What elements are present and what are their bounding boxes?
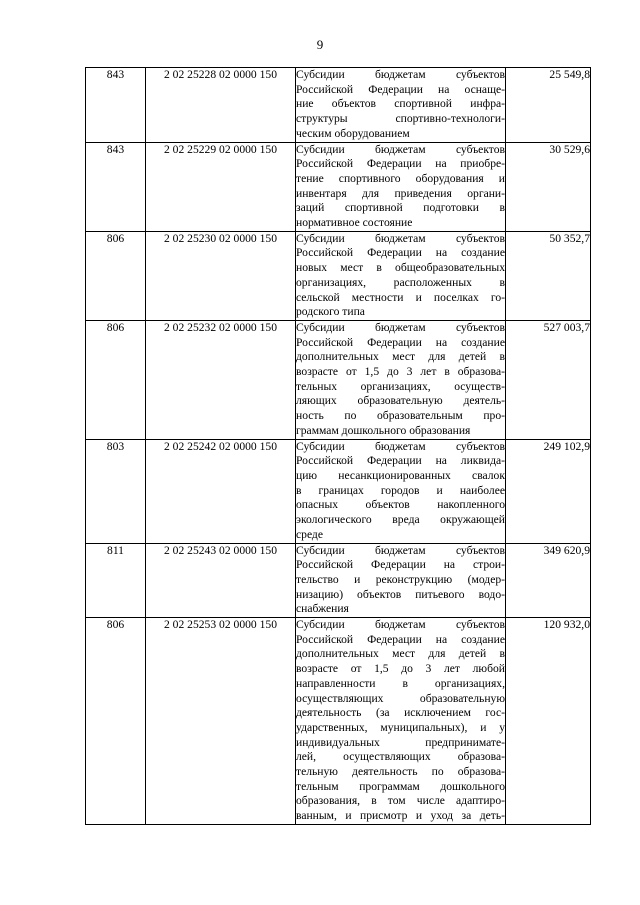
income-name-line: Российской Федерации на строи- xyxy=(296,558,505,572)
income-name-line: Субсидии бюджетам субъектов xyxy=(296,618,505,632)
income-name-line: образования, в том числе адаптиро- xyxy=(296,794,505,808)
budget-classification-code-cell: 2 02 25229 02 0000 150 xyxy=(146,142,296,231)
table-row xyxy=(86,543,591,618)
income-name-line: граммам дошкольного образования xyxy=(296,423,471,437)
table-row xyxy=(86,439,591,543)
amount-cell: 120 932,0 xyxy=(506,618,591,825)
income-name-line: заций спортивной подготовки в xyxy=(296,201,505,215)
income-name-line: экологического вреда окружающей xyxy=(296,513,505,527)
budget-classification-code-cell: 2 02 25242 02 0000 150 xyxy=(146,439,296,543)
income-name-line: тельных организациях, осуществ- xyxy=(296,379,505,393)
income-name-line: цию несанкционированных свалок xyxy=(296,468,505,482)
income-name-line: нормативное состояние xyxy=(296,216,413,230)
income-name-line: ляющих образовательную деятель- xyxy=(296,394,505,408)
income-name-line: возрасте от 1,5 до 3 лет любой xyxy=(296,662,505,676)
income-name-line: деятельность (за исключением гос- xyxy=(296,706,505,720)
income-name-line: структуры спортивно-технологи- xyxy=(296,112,505,126)
income-name-line: лей, осуществляющих образова- xyxy=(296,750,505,764)
income-name-cell xyxy=(296,231,506,320)
income-name-line: дополнительных мест для детей в xyxy=(296,350,505,364)
income-name-line: Субсидии бюджетам субъектов xyxy=(296,543,505,557)
income-name-cell xyxy=(296,439,506,543)
income-name-line: организациях, расположенных в xyxy=(296,275,505,289)
budget-classification-code-cell: 2 02 25228 02 0000 150 xyxy=(146,68,296,143)
budget-classification-code-cell: 2 02 25232 02 0000 150 xyxy=(146,320,296,439)
income-name-cell xyxy=(296,142,506,231)
income-name-cell xyxy=(296,618,506,825)
amount-cell: 30 529,6 xyxy=(506,142,591,231)
admin-code-cell: 806 xyxy=(86,231,146,320)
income-name-line: Субсидии бюджетам субъектов xyxy=(296,320,505,334)
income-name-line: в границах городов и наиболее xyxy=(296,483,505,497)
income-name-line: родского типа xyxy=(296,305,365,319)
income-name-line: Российской Федерации на создание xyxy=(296,632,505,646)
table-row xyxy=(86,320,591,439)
income-name-line: ванным, и присмотр и уход за деть- xyxy=(296,809,505,823)
income-name-line: Российской Федерации на создание xyxy=(296,246,505,260)
table-row xyxy=(86,231,591,320)
page-number: 9 xyxy=(316,37,324,52)
income-name-line: Российской Федерации на ликвида- xyxy=(296,454,505,468)
admin-code-cell: 811 xyxy=(86,543,146,618)
income-name-line: Российской Федерации на приобре- xyxy=(296,157,505,171)
amount-cell: 349 620,9 xyxy=(506,543,591,618)
income-name-cell xyxy=(296,320,506,439)
income-name-line: сельской местности и поселках го- xyxy=(296,290,505,304)
admin-code-cell: 803 xyxy=(86,439,146,543)
income-name-line: новых мест в общеобразовательных xyxy=(296,261,505,275)
income-name-line: дополнительных мест для детей в xyxy=(296,647,505,661)
income-name-line: ность по образовательным про- xyxy=(296,409,505,423)
amount-cell: 50 352,7 xyxy=(506,231,591,320)
income-name-line: возрасте от 1,5 до 3 лет в образова- xyxy=(296,365,505,379)
income-name-line: Субсидии бюджетам субъектов xyxy=(296,142,505,156)
income-name-line: тельным программам дошкольного xyxy=(296,779,505,793)
admin-code-cell: 843 xyxy=(86,68,146,143)
amount-cell: 527 003,7 xyxy=(506,320,591,439)
income-name-line: осуществляющих образовательную xyxy=(296,691,505,705)
budget-classification-code-cell: 2 02 25230 02 0000 150 xyxy=(146,231,296,320)
admin-code-cell: 806 xyxy=(86,320,146,439)
income-name-line: Российской Федерации на создание xyxy=(296,335,505,349)
income-name-line: снабжения xyxy=(296,602,349,616)
amount-cell: 249 102,9 xyxy=(506,439,591,543)
amount-cell: 25 549,8 xyxy=(506,68,591,143)
income-name-line: Субсидии бюджетам субъектов xyxy=(296,68,505,81)
budget-classification-code-cell: 2 02 25253 02 0000 150 xyxy=(146,618,296,825)
income-name-line: Субсидии бюджетам субъектов xyxy=(296,439,505,453)
budget-table xyxy=(85,67,591,825)
income-name-line: опасных объектов накопленного xyxy=(296,498,505,512)
income-name-line: тельство и реконструкцию (модер- xyxy=(296,572,505,586)
income-name-cell xyxy=(296,68,506,143)
admin-code-cell: 806 xyxy=(86,618,146,825)
income-name-line: Российской Федерации на оснаще- xyxy=(296,82,505,96)
income-name-line: индивидуальных предпринимате- xyxy=(296,735,505,749)
income-name-line: ческим оборудованием xyxy=(296,126,410,140)
income-name-line: тение спортивного оборудования и xyxy=(296,171,505,185)
income-name-line: направленности в организациях, xyxy=(296,676,505,690)
income-name-line: инвентаря для приведения органи- xyxy=(296,186,505,200)
income-name-line: ударственных, муниципальных), и у xyxy=(296,720,505,734)
admin-code-cell: 843 xyxy=(86,142,146,231)
income-name-cell xyxy=(296,543,506,618)
table-row xyxy=(86,618,591,825)
income-name-line: тельную деятельность по образова- xyxy=(296,765,505,779)
table-row xyxy=(86,68,591,143)
income-name-line: ние объектов спортивной инфра- xyxy=(296,97,505,111)
income-name-line: среде xyxy=(296,527,323,541)
table-row xyxy=(86,142,591,231)
budget-classification-code-cell: 2 02 25243 02 0000 150 xyxy=(146,543,296,618)
budget-table-body xyxy=(86,68,591,825)
income-name-line: низацию) объектов питьевого водо- xyxy=(296,587,505,601)
income-name-line: Субсидии бюджетам субъектов xyxy=(296,231,505,245)
